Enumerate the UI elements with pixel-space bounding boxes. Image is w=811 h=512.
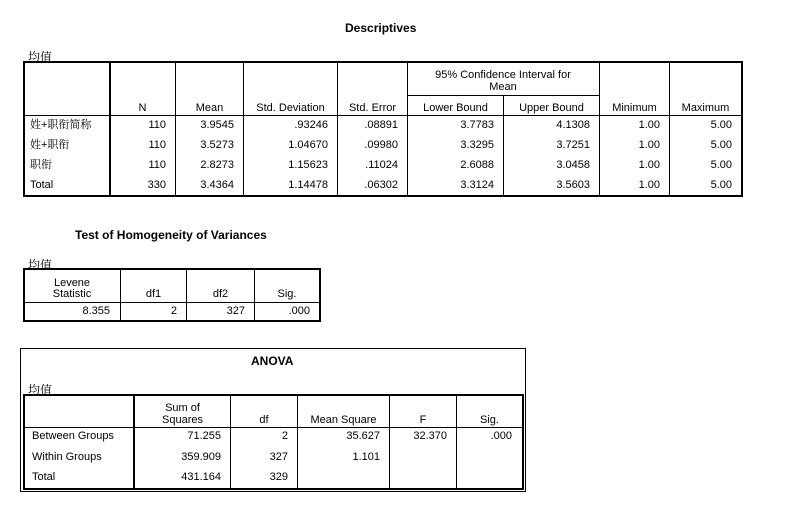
cell: 110	[148, 139, 166, 151]
ci-header-line1: 95% Confidence Interval for	[435, 69, 571, 81]
cell: 327	[226, 305, 245, 317]
descriptives-header-rule	[23, 115, 743, 116]
cell: 5.00	[710, 139, 732, 151]
cell: 32.370	[413, 430, 447, 442]
header-maximum: Maximum	[681, 102, 730, 114]
cell: 1.15623	[288, 159, 328, 171]
anova-header-rule	[23, 427, 524, 428]
header-df: df	[259, 414, 269, 426]
cell: 1.14478	[288, 179, 328, 191]
cell: 1.101	[352, 451, 380, 463]
anova-title: ANOVA	[251, 354, 294, 368]
header-levene-line2: Statistic	[52, 288, 92, 300]
cell: 110	[148, 119, 166, 131]
header-std-error: Std. Error	[348, 102, 397, 114]
ci-subheader-rule	[407, 95, 599, 96]
cell: 329	[269, 471, 288, 483]
cell: 3.5603	[556, 179, 590, 191]
cell: 1.00	[638, 119, 660, 131]
cell: 4.1308	[556, 119, 590, 131]
cell: 2	[281, 430, 288, 442]
cell: 327	[269, 451, 288, 463]
cell: 1.04670	[288, 139, 328, 151]
header-df2: df2	[212, 288, 229, 300]
header-upper-bound: Upper Bound	[519, 102, 584, 114]
cell: 3.5273	[200, 139, 234, 151]
row-label: Between Groups	[32, 430, 114, 442]
header-df1: df1	[145, 288, 162, 300]
cell: 1.00	[638, 139, 660, 151]
cell: .11024	[365, 159, 398, 171]
cell: 3.4364	[200, 179, 234, 191]
cell: 3.7251	[556, 139, 590, 151]
cell: 1.00	[638, 159, 660, 171]
cell: 5.00	[710, 119, 732, 131]
cell: 330	[147, 179, 166, 191]
cell: .000	[490, 430, 512, 442]
header-mean: Mean	[195, 102, 224, 114]
header-sig: Sig.	[277, 288, 297, 300]
row-label: 职衔	[30, 159, 52, 171]
cell: 3.9545	[200, 119, 234, 131]
cell: 110	[148, 159, 166, 171]
row-label: Total	[32, 471, 56, 483]
cell: .08891	[364, 119, 398, 131]
homogeneity-header-rule	[23, 302, 321, 303]
cell: 431.164	[181, 471, 221, 483]
header-ss-line1: Sum of	[165, 402, 200, 414]
cell: 8.355	[82, 305, 110, 317]
header-std-deviation: Std. Deviation	[256, 102, 325, 114]
header-n: N	[138, 102, 147, 114]
cell: .000	[288, 305, 310, 317]
cell: 2.8273	[200, 159, 234, 171]
cell: .09980	[364, 139, 398, 151]
cell: 3.3124	[460, 179, 494, 191]
cell: 3.0458	[556, 159, 590, 171]
cell: 3.3295	[460, 139, 494, 151]
cell: 359.909	[181, 451, 221, 463]
row-label: Total	[30, 179, 54, 191]
row-label: 姓+职衔简称	[30, 119, 92, 131]
cell: 5.00	[710, 159, 732, 171]
cell: .93246	[294, 119, 328, 131]
cell: .06302	[364, 179, 398, 191]
cell: 71.255	[187, 430, 221, 442]
header-ss-line2: Squares	[162, 414, 203, 426]
header-lower-bound: Lower Bound	[423, 102, 488, 114]
header-minimum: Minimum	[612, 102, 657, 114]
descriptives-variable-label: 均值	[28, 50, 53, 64]
header-sig: Sig.	[480, 414, 499, 426]
cell: 2	[170, 305, 177, 317]
cell: 35.627	[346, 430, 380, 442]
header-f: F	[419, 414, 427, 426]
cell: 5.00	[710, 179, 732, 191]
homogeneity-title: Test of Homogeneity of Variances	[75, 228, 267, 242]
cell: 2.6088	[460, 159, 494, 171]
homogeneity-variable-label: 均值	[28, 258, 53, 272]
header-mean-square: Mean Square	[310, 414, 377, 426]
anova-variable-label: 均值	[28, 383, 53, 397]
header-levene-line1: Levene	[53, 277, 91, 289]
descriptives-title: Descriptives	[345, 21, 417, 35]
cell: 3.7783	[460, 119, 494, 131]
row-label: Within Groups	[32, 451, 102, 463]
cell: 1.00	[638, 179, 660, 191]
row-label: 姓+职衔	[30, 139, 70, 151]
ci-header-line2: Mean	[489, 81, 517, 93]
